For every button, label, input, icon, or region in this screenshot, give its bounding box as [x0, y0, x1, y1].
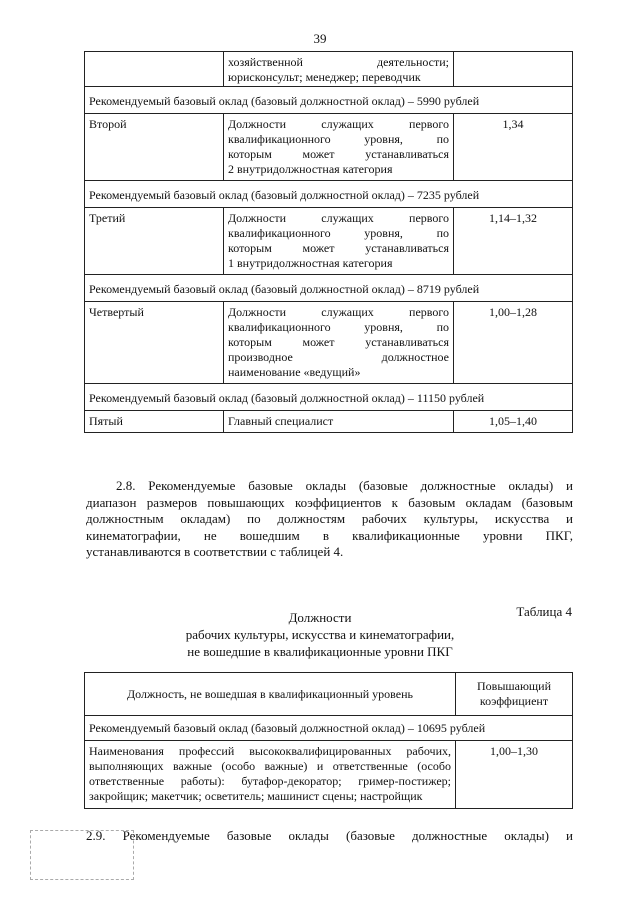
- coefficient-cell: [454, 52, 573, 87]
- text-line: ответственные работы): бутафор-декоратор; гример-постижер;: [89, 774, 451, 788]
- table-row: [85, 52, 573, 87]
- table-title-line: не вошедшие в квалификационные уровни ПКГ: [187, 644, 453, 659]
- positions-cell: [224, 208, 454, 275]
- text-line: Главный специалист: [228, 414, 334, 428]
- text-line: юрисконсульт; менеджер; переводчик: [228, 70, 421, 84]
- qualification-level-row: [85, 302, 573, 384]
- paragraph-2-9: 2.9. Рекомендуемые базовые оклады (базовые должностные оклады) и: [86, 828, 573, 843]
- coefficient-value: 1,34: [454, 114, 573, 181]
- paragraph-2-8: [86, 478, 573, 561]
- text-line: выполняющих важные (особо важные) и ответственные (особо: [89, 759, 451, 773]
- text-line: квалификационного уровня, по: [228, 226, 449, 240]
- level-name: Пятый: [85, 411, 224, 433]
- qualification-levels-table: [84, 51, 573, 433]
- base-salary-note: Рекомендуемый базовый оклад (базовый должностной оклад) – 8719 рублей: [85, 275, 573, 302]
- base-salary-row: [85, 275, 573, 302]
- coefficient-value: 1,05–1,40: [454, 411, 573, 433]
- table-4-coefficient-cell: 1,00–1,30: [456, 741, 573, 809]
- positions-cell: [224, 411, 454, 433]
- table-title-line: рабочих культуры, искусства и кинематографии,: [185, 627, 455, 642]
- text-line: квалификационного уровня, по: [228, 320, 449, 334]
- paragraph-line: должностным окладам) по должностям рабочих культуры, искусства и: [86, 511, 573, 526]
- text-line: которым может устанавливаться: [228, 241, 449, 255]
- paragraph-line: 2.8. Рекомендуемые базовые оклады (базовые должностные оклады) и: [116, 478, 573, 493]
- level-name: Четвертый: [85, 302, 224, 384]
- qualification-level-row: [85, 411, 573, 433]
- qualification-level-row: [85, 114, 573, 181]
- table-title-line: Должности: [288, 610, 352, 625]
- level-cell: [85, 52, 224, 87]
- base-salary-row: [85, 384, 573, 411]
- table-4-title-lines: [0, 609, 640, 660]
- base-salary-row: [85, 181, 573, 208]
- text-line: квалификационного уровня, по: [228, 132, 449, 146]
- text-line: которым может устанавливаться: [228, 147, 449, 161]
- base-salary-note: Рекомендуемый базовый оклад (базовый должностной оклад) – 7235 рублей: [85, 181, 573, 208]
- positions-cell: [224, 114, 454, 181]
- stamp-mark: [30, 830, 134, 880]
- text-line: Наименования профессий высококвалифицированных рабочих,: [89, 744, 451, 758]
- text-line: Должности служащих первого: [228, 305, 449, 319]
- positions-cell: [224, 302, 454, 384]
- coefficient-value: 1,14–1,32: [454, 208, 573, 275]
- table-4-base-salary-note: Рекомендуемый базовый оклад (базовый должностной оклад) – 10695 рублей: [85, 716, 573, 741]
- text-line: закройщик; макетчик; осветитель; машинист сцены; настройщик: [89, 789, 423, 803]
- coefficient-value: 1,00–1,28: [454, 302, 573, 384]
- text-line: наименование «ведущий»: [228, 365, 361, 379]
- table-4: [84, 672, 573, 809]
- table-4-professions-cell: [85, 741, 456, 809]
- base-salary-note: Рекомендуемый базовый оклад (базовый должностной оклад) – 5990 рублей: [85, 87, 573, 114]
- level-name: Второй: [85, 114, 224, 181]
- text-line: которым может устанавливаться: [228, 335, 449, 349]
- page-number: 39: [313, 31, 327, 46]
- qualification-level-row: [85, 208, 573, 275]
- paragraph-line: кинематографии, не вошедшим в квалификационные уровни ПКГ,: [86, 527, 573, 543]
- text-line: 1 внутридолжностная категория: [228, 256, 393, 270]
- text-line: 2 внутридолжностная категория: [228, 162, 393, 176]
- base-salary-row: [85, 87, 573, 114]
- text-line: хозяйственной деятельности;: [228, 55, 449, 69]
- paragraph-line: диапазон размеров повышающих коэффициентов к базовым окладам (базовым: [86, 494, 573, 510]
- table-4-header-position: Должность, не вошедшая в квалификационный уровень: [85, 673, 456, 716]
- text-line: производное должностное: [228, 350, 449, 364]
- positions-cell: [224, 52, 454, 87]
- level-name: Третий: [85, 208, 224, 275]
- table-4-label: Таблица 4: [516, 604, 572, 619]
- base-salary-note: Рекомендуемый базовый оклад (базовый должностной оклад) – 11150 рублей: [85, 384, 573, 411]
- paragraph-line: устанавливаются в соответствии с таблицей 4.: [86, 544, 344, 559]
- text-line: Должности служащих первого: [228, 211, 449, 225]
- text-line: Должности служащих первого: [228, 117, 449, 131]
- table-4-header-coefficient: Повышающий коэффициент: [456, 673, 573, 716]
